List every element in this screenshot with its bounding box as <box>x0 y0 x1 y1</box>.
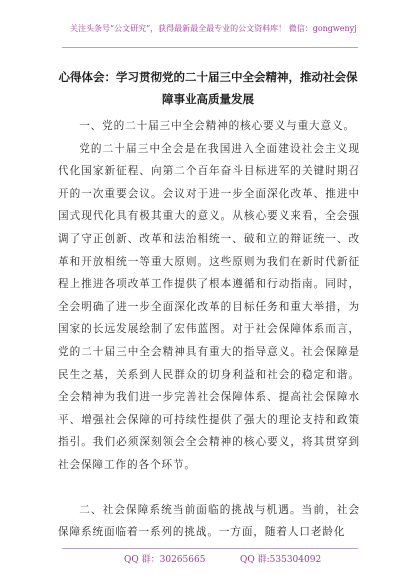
header-divider <box>62 47 358 48</box>
section-heading-1: 一、党的二十届三中全会精神的核心要义与重大意义。 <box>79 120 356 132</box>
header-promo-text: 关注头条号“公文研究”，获得最新最全最专业的公文资料库！ 微信：gongwenyj <box>70 24 357 33</box>
footer-divider <box>62 548 358 549</box>
document-title: 心得体会：学习贯彻党的二十届三中全会精神，推动社会保障事业高质量发展 <box>58 70 358 106</box>
body-paragraph: 党的二十届三中全会是在我国进入全面建设社会主义现代化国家新征程、向第二个百年奋斗目标进军的关键时期召开的一次重要会议。会议对于进一步全面深化改革、推进中国式现代化具有极其重大的意义。从核心要义来看，全会强调了守正创新、改革和法治相统一、破和立的辩证统一、改革和开放相统一等重大原则。这些原则为我们在新时代新征程上推进各项改革工作提供了根本遵循和行动指南。同时，全会明确了进一步全面深化改革的目标任务和重大举措，为国家的长远发展绘制了宏伟蓝图。对于社会保障体系而言，党的二十届三中全会精神具有重大的指导意义。社会保障是民生之基，关系到人民群众的切身利益和社会的稳定和谐。全会精神为我们进一步完善社会保障体系、提高社会保障水平、增强社会保障的可持续性提供了强大的理论支持和政策指引。我们必须深刻领会全会精神的核心要义，将其贯穿到社会保障工作的各个环节。 <box>58 142 360 471</box>
section-paragraph-2: 二、社会保障系统当前面临的挑战与机遇。当前，社会保障系统面临着一系列的挑战。一方面，随着人口老龄化 <box>58 503 360 539</box>
footer-qq-group-2: QQ 群:535304092 <box>240 555 322 565</box>
footer-qq-group-1: QQ 群：30265665 <box>124 555 206 565</box>
document-body <box>58 115 360 544</box>
